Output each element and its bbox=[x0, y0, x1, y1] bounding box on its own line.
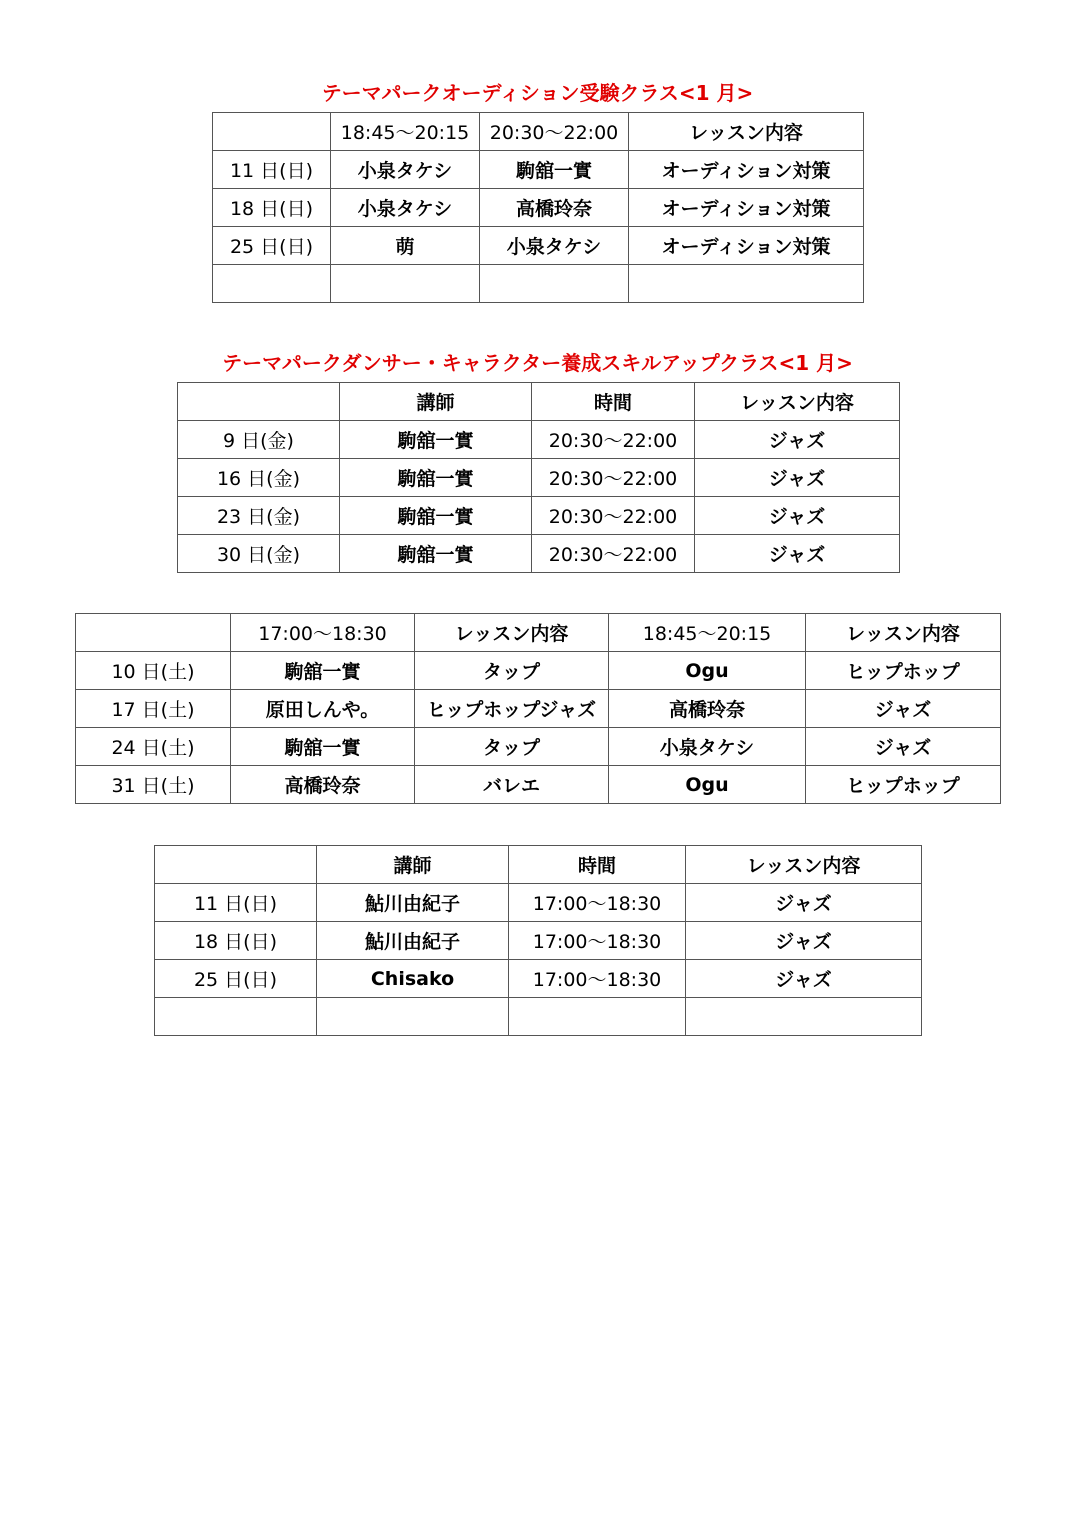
instructor-cell: 高橋玲奈 bbox=[609, 690, 806, 728]
table-row bbox=[76, 690, 1001, 728]
date-cell: 24 日(土) bbox=[76, 728, 231, 766]
empty-cell bbox=[317, 998, 509, 1036]
instructor-cell: 駒舘一實 bbox=[340, 459, 532, 497]
content-cell: ジャズ bbox=[695, 459, 900, 497]
table-row bbox=[213, 227, 864, 265]
date-cell: 18 日(日) bbox=[213, 189, 331, 227]
content-cell: タップ bbox=[415, 728, 609, 766]
header-cell bbox=[178, 383, 340, 421]
header-cell: 時間 bbox=[532, 383, 695, 421]
skillup-friday-table bbox=[177, 382, 900, 573]
instructor-cell: 駒舘一實 bbox=[231, 728, 415, 766]
instructor-cell: 小泉タケシ bbox=[331, 189, 480, 227]
header-cell: レッスン内容 bbox=[415, 614, 609, 652]
empty-cell bbox=[629, 265, 864, 303]
header-cell: 講師 bbox=[340, 383, 532, 421]
table-row bbox=[155, 884, 922, 922]
header-cell: 講師 bbox=[317, 846, 509, 884]
content-cell: オーディション対策 bbox=[629, 227, 864, 265]
table-row bbox=[76, 766, 1001, 804]
header-cell bbox=[155, 846, 317, 884]
date-cell: 31 日(土) bbox=[76, 766, 231, 804]
instructor-cell: 駒舘一實 bbox=[480, 151, 629, 189]
sunday-jazz-table bbox=[154, 845, 922, 1036]
table-row bbox=[178, 497, 900, 535]
instructor-cell: 鮎川由紀子 bbox=[317, 884, 509, 922]
table-row bbox=[178, 535, 900, 573]
time-cell: 20:30～22:00 bbox=[532, 459, 695, 497]
header-cell: レッスン内容 bbox=[629, 113, 864, 151]
header-cell: 20:30～22:00 bbox=[480, 113, 629, 151]
content-cell: ジャズ bbox=[695, 535, 900, 573]
empty-cell bbox=[213, 265, 331, 303]
header-cell: レッスン内容 bbox=[695, 383, 900, 421]
instructor-cell: 小泉タケシ bbox=[609, 728, 806, 766]
instructor-cell: 駒舘一實 bbox=[340, 535, 532, 573]
content-cell: ジャズ bbox=[686, 960, 922, 998]
time-cell: 17:00～18:30 bbox=[509, 960, 686, 998]
header-cell: 18:45～20:15 bbox=[609, 614, 806, 652]
content-cell: ヒップホップ bbox=[806, 766, 1001, 804]
date-cell: 16 日(金) bbox=[178, 459, 340, 497]
time-cell: 17:00～18:30 bbox=[509, 922, 686, 960]
content-cell: タップ bbox=[415, 652, 609, 690]
table-row bbox=[178, 459, 900, 497]
content-cell: オーディション対策 bbox=[629, 151, 864, 189]
date-cell: 10 日(土) bbox=[76, 652, 231, 690]
header-cell: 17:00～18:30 bbox=[231, 614, 415, 652]
table-row bbox=[155, 998, 922, 1036]
header-cell: 18:45～20:15 bbox=[331, 113, 480, 151]
time-cell: 20:30～22:00 bbox=[532, 421, 695, 459]
content-cell: ヒップホップ bbox=[806, 652, 1001, 690]
content-cell: ヒップホップジャズ bbox=[415, 690, 609, 728]
instructor-cell: 駒舘一實 bbox=[340, 421, 532, 459]
section2-title: テーマパークダンサー・キャラクター養成スキルアップクラス<1 月> bbox=[222, 351, 853, 375]
instructor-cell: 萌 bbox=[331, 227, 480, 265]
content-cell: ジャズ bbox=[686, 884, 922, 922]
table-row bbox=[213, 189, 864, 227]
date-cell: 25 日(日) bbox=[213, 227, 331, 265]
header-cell: 時間 bbox=[509, 846, 686, 884]
date-cell: 11 日(日) bbox=[213, 151, 331, 189]
table-row bbox=[213, 265, 864, 303]
empty-cell bbox=[480, 265, 629, 303]
header-cell: レッスン内容 bbox=[806, 614, 1001, 652]
content-cell: ジャズ bbox=[806, 690, 1001, 728]
instructor-cell: Ogu bbox=[609, 652, 806, 690]
content-cell: ジャズ bbox=[686, 922, 922, 960]
section1-title: テーマパークオーディション受験クラス<1 月> bbox=[321, 81, 754, 105]
table-header-row bbox=[155, 846, 922, 884]
instructor-cell: 小泉タケシ bbox=[480, 227, 629, 265]
instructor-cell: 鮎川由紀子 bbox=[317, 922, 509, 960]
header-cell bbox=[76, 614, 231, 652]
date-cell: 23 日(金) bbox=[178, 497, 340, 535]
header-cell: レッスン内容 bbox=[686, 846, 922, 884]
content-cell: ジャズ bbox=[695, 421, 900, 459]
table-row bbox=[76, 728, 1001, 766]
time-cell: 20:30～22:00 bbox=[532, 497, 695, 535]
table-header-row bbox=[213, 113, 864, 151]
table-header-row bbox=[178, 383, 900, 421]
instructor-cell: Chisako bbox=[317, 960, 509, 998]
date-cell: 9 日(金) bbox=[178, 421, 340, 459]
table-row bbox=[213, 151, 864, 189]
empty-cell bbox=[686, 998, 922, 1036]
table-row bbox=[178, 421, 900, 459]
table-row bbox=[155, 922, 922, 960]
empty-cell bbox=[155, 998, 317, 1036]
date-cell: 11 日(日) bbox=[155, 884, 317, 922]
content-cell: ジャズ bbox=[695, 497, 900, 535]
content-cell: バレエ bbox=[415, 766, 609, 804]
instructor-cell: 原田しんや。 bbox=[231, 690, 415, 728]
empty-cell bbox=[331, 265, 480, 303]
time-cell: 20:30～22:00 bbox=[532, 535, 695, 573]
instructor-cell: 駒舘一實 bbox=[340, 497, 532, 535]
time-cell: 17:00～18:30 bbox=[509, 884, 686, 922]
content-cell: ジャズ bbox=[806, 728, 1001, 766]
header-cell bbox=[213, 113, 331, 151]
instructor-cell: 小泉タケシ bbox=[331, 151, 480, 189]
instructor-cell: 高橋玲奈 bbox=[480, 189, 629, 227]
table-header-row bbox=[76, 614, 1001, 652]
date-cell: 25 日(日) bbox=[155, 960, 317, 998]
saturday-schedule-table bbox=[75, 613, 1001, 804]
audition-schedule-table bbox=[212, 112, 864, 303]
date-cell: 18 日(日) bbox=[155, 922, 317, 960]
instructor-cell: Ogu bbox=[609, 766, 806, 804]
instructor-cell: 駒舘一實 bbox=[231, 652, 415, 690]
instructor-cell: 高橋玲奈 bbox=[231, 766, 415, 804]
table-row bbox=[76, 652, 1001, 690]
content-cell: オーディション対策 bbox=[629, 189, 864, 227]
date-cell: 30 日(金) bbox=[178, 535, 340, 573]
table-row bbox=[155, 960, 922, 998]
date-cell: 17 日(土) bbox=[76, 690, 231, 728]
empty-cell bbox=[509, 998, 686, 1036]
